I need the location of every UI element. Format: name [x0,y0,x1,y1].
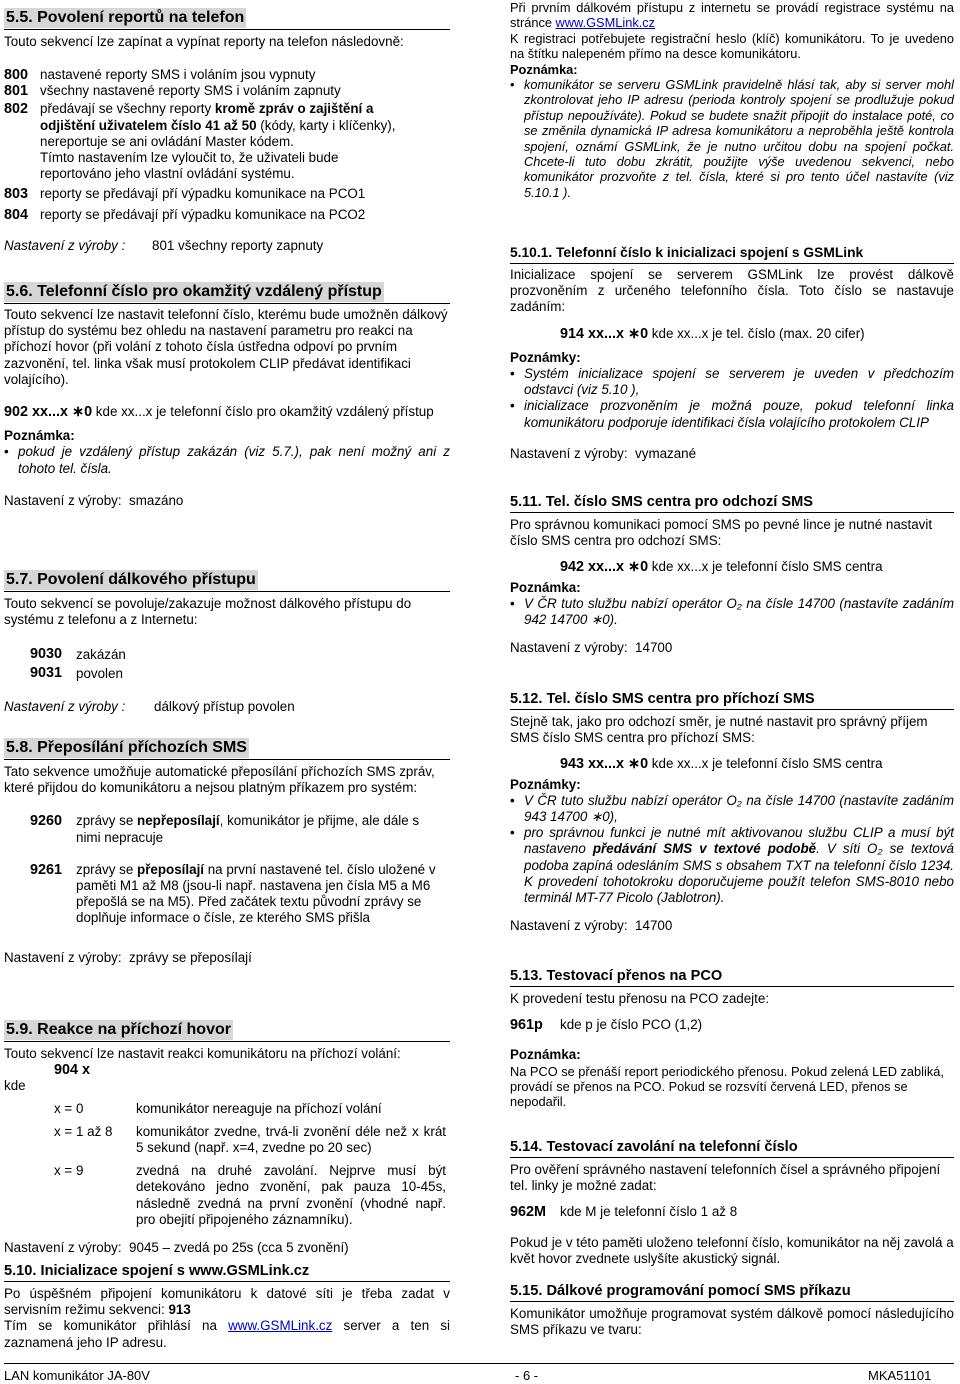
section-5-11 [510,493,954,656]
note-item: • inicializace prozvoněním je možná pouze, pokud telefonní linka komunikátoru podporuje identifikaci čísla volajícího protokolem CLIP [510,398,954,430]
note-label: Poznámka: [510,61,578,77]
section-heading: 5.14. Testovací zavolání na telefonní číslo [510,1139,798,1155]
section-body: Touto sekvencí se povoluje/zakazuje možnost dálkového přístupu do systému z telefonu a z Internetu: [4,596,412,628]
footer-product: LAN komunikátor JA-80V [4,1368,150,1383]
section-heading: 5.10.1. Telefonní číslo k inicializaci spojení s GSMLink [510,245,864,260]
section-5-9 [4,1020,450,1256]
code-list [4,813,450,926]
section-5-10 [4,1262,450,1351]
factory-default: Nastavení z výroby: zprávy se přeposílají [4,949,252,965]
section-body: Stejně tak, jako pro odchozí směr, je nutné nastavit pro správný příjem SMS číslo SMS centra pro příchozí SMS: [510,714,928,746]
section-5-14 [510,1138,954,1267]
note-item: • Systém inicializace spojení se serverem je uveden v předchozím odstavci (viz 5.10 ), [510,366,954,398]
factory-default: Nastavení z výroby: 9045 – zvedá po 25s (cca 5 zvonění) [4,1240,349,1256]
footer-doc-code: MKA51101 [868,1368,932,1383]
section-heading: 5.15. Dálkové programování pomocí SMS příkazu [510,1283,851,1299]
code-line: 962M kde M je telefonní číslo 1 až 8 [510,1204,738,1221]
note-label: Poznámka: [510,1047,581,1063]
factory-default: Nastavení z výroby : dálkový přístup povolen [4,699,295,715]
factory-default: Nastavení z výroby: vymazané [510,445,697,461]
section-5-8 [4,738,450,966]
section-heading: 5.10. Inicializace spojení s www.GSMLink.cz [4,1263,310,1279]
note-list [4,444,450,476]
option-row: x = 9 zvedná na druhé zavolání. Nejprve musí být detekováno jedno zvonění, pak pauza 10-45s, následně zvedná na první zvonění (vhodné např. pro obejití připojeného záznamníku). [54,1163,446,1227]
heading-rule [510,1157,954,1158]
heading-rule [4,1281,450,1282]
heading-rule [510,512,954,513]
section-heading: 5.6. Telefonní číslo pro okamžitý vzdálený přístup [6,283,382,300]
heading-rule [4,759,450,760]
code-row: 803 reporty se předávají pří výpadku komunikace na PCO1 [4,186,366,203]
section-body: K provedení testu přenosu na PCO zadejte: [510,991,770,1006]
factory-default: Nastavení z výroby : 801 všechny reporty zapnuty [4,238,324,253]
section-intro: Touto sekvencí lze zapínat a vypínat reporty na telefon následovně: [4,34,404,49]
section-body: Pokud je v této paměti uloženo telefonní číslo, komunikátor na něj zavolá a květ hovor zvednete uslyšíte akustický signál. [510,1234,954,1266]
heading-rule [510,986,954,987]
code-list [4,645,450,683]
section-body: Inicializace spojení se serverem GSMLink lze provést dálkově prozvoněním z určeného telefonního čísla. Toto číslo se nastavuje zadáním: [510,267,954,315]
footer-page-number: - 6 - [515,1368,539,1383]
code-row: 9031 povolen [30,665,123,682]
gsmlink-link[interactable]: www.GSMLink.cz [228,1318,333,1334]
code-line: 961p kde p je číslo PCO (1,2) [510,1017,703,1034]
section-body: Tato sekvence umožňuje automatické přeposílání příchozích SMS zpráv, které přijdou do komunikátoru a nejsou platným příkazem pro systém: [4,764,435,796]
section-5-13 [510,967,954,1110]
heading-rule [4,303,450,304]
heading-rule [510,263,954,264]
code-row: 801 všechny nastavené reporty SMS i voláním zapnuty [4,83,341,100]
section-5-10-continued: Při prvním dálkovém přístupu z internetu se provádí registrace systému na stránce www.GSMLink.cz K registraci potřebujete registrační heslo (klíč) komunikátoru. To je uvedeno na štítku nalepeném přímo na desce komunikátoru. Poznámka: • komunikátor se serveru GSMLink pravidelně hlásí tak, aby si server mohl zkontrolovat jeho IP adresu (perioda kontroly spojení se prodlužuje pokud přístup nepoužíváte). Pokud se budete snažit připojit do instalace poté, co se změnila dynamická IP adresa komunikátoru a neproběhla ještě kontrola spojení, oznámí GSMLink, že je nutno určitou dobu na spojení počkat. Chcete-li tuto dobu zkrátit, použijte výše uvedenou sekvenci, nebo komunikátor prozvoňte z tel. čísla, které si pro tento účel nastavíte (viz 5.10.1 ). [510,0,954,200]
section-5-6 [4,282,450,509]
code-row: 800 nastavené reporty SMS i voláním jsou vypnuty [4,67,316,83]
note-list [510,793,954,906]
heading-rule [4,1041,450,1042]
code-line: 943 xx...x ∗0 kde xx...x je telefonní číslo SMS centra [560,756,883,773]
section-5-12 [510,690,954,934]
code-list [4,67,450,223]
code-line: 914 xx...x ∗0 kde xx...x je tel. číslo (max. 20 cifer) [560,325,865,342]
section-heading: 5.9. Reakce na příchozí hovor [6,1021,231,1038]
code-line: 942 xx...x ∗0 kde xx...x je telefonní číslo SMS centra [560,559,883,576]
note-label: Poznámka: [510,579,581,595]
heading-rule [510,709,954,710]
section-body: Komunikátor umožňuje programovat systém dálkově pomocí následujícího SMS příkazu ve tvaru: [510,1306,954,1338]
note-item: • V ČR tuto službu nabízí operátor O₂ na čísle 14700 (nastavíte zadáním 943 14700 ∗0), [510,793,954,825]
note-text: Na PCO se přenáší report periodického přenosu. Pokud zelená LED zabliká, provádí se přenos na PCO. Pokud se rozsvítí červená LED, přenos se nepodařil. [510,1063,944,1110]
section-heading: 5.11. Tel. číslo SMS centra pro odchozí SMS [510,494,814,510]
code-line: 902 xx...x ∗0 kde xx...x je telefonní číslo pro okamžitý vzdálený přístup [4,404,434,421]
note-list [510,77,954,200]
section-heading: 5.12. Tel. číslo SMS centra pro příchozí SMS [510,691,815,707]
section-body: Pro správnou komunikaci pomocí SMS po pevné lince je nutné nastavit číslo SMS centra pro odchozí SMS: [510,517,933,549]
option-table [4,1101,450,1228]
note-item: • V ČR tuto službu nabízí operátor O₂ na čísle 14700 (nastavíte zadáním 942 14700 ∗0). [510,596,954,628]
section-body: Touto sekvencí lze nastavit reakci komunikátoru na příchozí volání: [4,1046,401,1061]
option-row: x = 0 komunikátor nereaguje na příchozí volání [54,1100,382,1116]
note-label: Poznámka: [4,428,75,444]
section-heading: 5.7. Povolení dálkového přístupu [6,571,256,588]
note-item: • pokud je vzdálený přístup zakázán (viz 5.7.), pak není možný ani z tohoto tel. čísla. [4,444,450,476]
note-list [510,366,954,431]
note-item: • komunikátor se serveru GSMLink pravidelně hlásí tak, aby si server mohl zkontrolovat jeho IP adresu (perioda kontroly spojení se prodlužuje pokud přístup nepoužíváte). Pokud se budete snažit připojit do instalace poté, co se změnila dynamická IP adresa komunikátoru a neproběhla ještě kontrola spojení, oznámí GSMLink, že je nutno určitou dobu na spojení počkat. Chcete-li tuto dobu zkrátit, použijte výše uvedenou sekvenci, nebo komunikátor prozvoňte z tel. čísla, které si pro tento účel nastavíte (viz 5.10.1 ). [510,77,954,200]
option-row: x = 1 až 8 komunikátor zvedne, trvá-li zvonění déle než x krát 5 sekund (např. x=4, zvedne po 20 sec) [54,1123,446,1156]
gsmlink-link[interactable]: www.GSMLink.cz [555,15,656,31]
section-body: Touto sekvencí lze nastavit telefonní číslo, kterému bude umožněn dálkový přístup do systému bez ohledu na nastavení parametru pro reakci na příchozí hovor (při volání z tohoto čísla ústředna odpoví po prvním zazvonění, tel. linka však musí protokolem CLIP předávat identifikaci volajícího). [4,307,448,387]
section-5-7 [4,570,450,716]
note-label: Poznámky: [510,349,581,365]
note-list [510,596,954,628]
factory-default: Nastavení z výroby: smazáno [4,492,184,508]
footer-rule [4,1363,954,1364]
note-item: • pro správnou funkci je nutné mít aktivovanou službu CLIP a musí být nastaveno předávání SMS v textové podobě. V síti O₂ se textová podoba zapíná odesláním SMS s obsahem TXT na telefonní číslo 1234. K provedení tohotokroku doporučujeme použít telefon SMS-8010 nebo terminál MT-77 Picolo (Jablotron). [510,825,954,906]
section-heading: 5.8. Přeposílání příchozích SMS [6,739,247,756]
heading-rule [4,29,450,30]
section-heading: 5.5. Povolení reportů na telefon [6,9,245,26]
code-row: 802 předávají se všechny reporty kromě zpráv o zajištění a odjištění uživatelem číslo 41 až 50 (kódy, karty i klíčenky), nereportuje se ani ovládání Master kódem. Tímto nastavením lze vyloučit to, že uživateli bude reportováno jeho vlastní ovládání systému. [4,101,450,182]
code-row: 804 reporty se předávají pří výpadku komunikace na PCO2 [4,206,366,223]
code-row: 9030 zakázán [30,646,126,663]
factory-default: Nastavení z výroby: 14700 [510,918,673,934]
section-body: Po úspěšném připojení komunikátoru k datové síti je třeba zadat v servisním režimu sekvenci: 913 [4,1286,450,1318]
heading-rule [4,591,450,592]
kde-label: kde [4,1078,26,1094]
heading-rule [510,1301,954,1302]
section-body: K registraci potřebujete registrační heslo (klíč) komunikátoru. To je uvedeno na štítku nalepeném přímo na desce komunikátoru. [510,30,954,62]
note-label: Poznámky: [510,776,581,792]
factory-default: Nastavení z výroby: 14700 [510,640,673,656]
section-5-5 [4,8,450,50]
section-body: Tím se komunikátor přihlásí na www.GSMLink.cz server a ten si zaznamená jeho IP adresu. [4,1318,450,1350]
code-row: 9261 zprávy se přeposílají na první nastavené tel. číslo uložené v paměti M1 až M8 (jsou-li např. nastavena jen čísla M5 a M6 přepošlá se na M5). Před začátek textu původní zprávy se doplňuje informace o čísle, ze kterého SMS přišla [30,861,436,926]
code-row: 9260 zprávy se nepřeposílají, komunikátor je přijme, ale dále s nimi nepracuje [30,813,420,845]
section-5-10-1 [510,244,954,462]
section-5-15 [510,1282,954,1338]
section-body: Pro ověření správného nastavení telefonních čísel a správného připojení tel. linky je možné zadat: [510,1162,941,1194]
section-heading: 5.13. Testovací přenos na PCO [510,968,723,984]
code-description: předávají se všechny reporty kromě zpráv o zajištění a odjištění uživatelem číslo 41 až 50 (kódy, karty i klíčenky), nereportuje se ani ovládání Master kódem. Tímto nastavením lze vyloučit to, že uživateli bude reportováno jeho vlastní ovládání systému. [40,101,396,182]
code-line: 904 x [54,1062,91,1079]
